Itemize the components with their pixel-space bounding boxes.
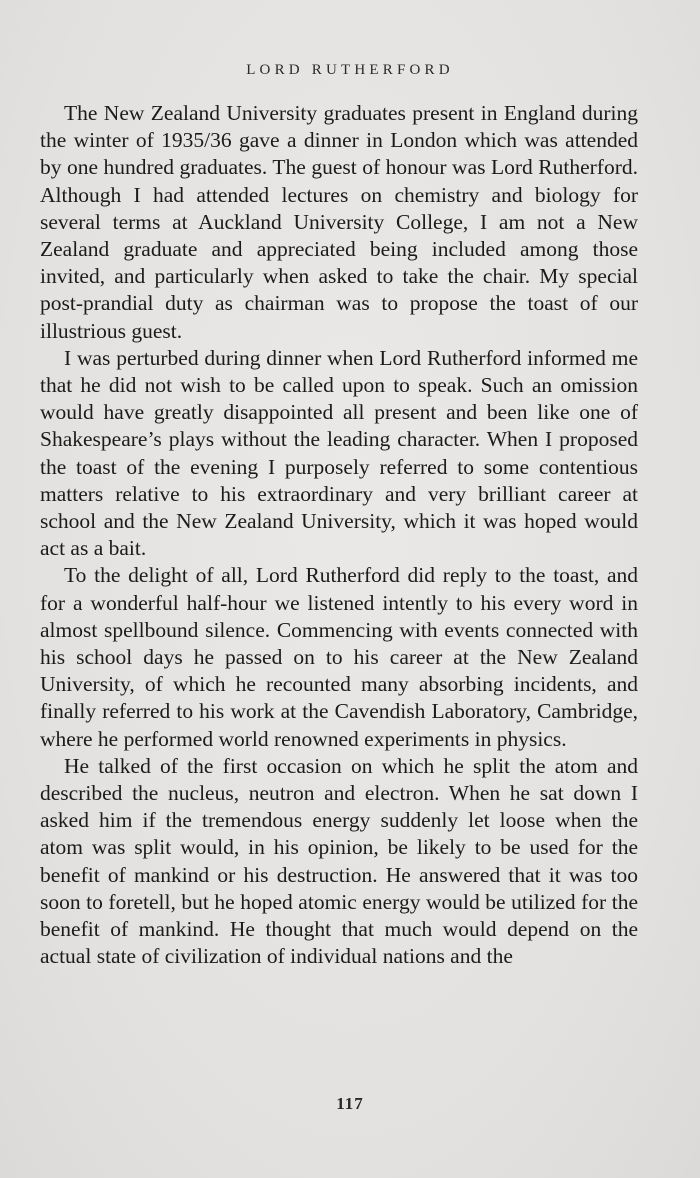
paragraph-2: I was perturbed during dinner when Lord Rutherford informed me that he did not wish to be called upon to speak. Such an omission would have greatly disappointed all present and been like one of Shakespeare’s plays without the leading character. When I proposed the toast of the evening I purposely referred to some contentious matters relative to his extraordinary and very brilliant career at school and the New Zealand University, which it was hoped would act as a bait. (40, 345, 638, 561)
paragraph-1: The New Zealand University graduates present in England during the winter of 1935/36 gave a dinner in London which was attended by one hundred graduates. The guest of honour was Lord Rutherford. Although I had attended lectures on chemistry and biology for several terms at Auckland University College, I am not a New Zealand graduate and appreciated being included among those invited, and particularly when asked to take the chair. My special post-prandial duty as chairman was to propose the toast of our illustrious guest. (40, 101, 638, 343)
paragraph-4: He talked of the first occasion on which he split the atom and described the nucleus, neutron and electron. When he sat down I asked him if the tremendous energy suddenly let loose when the atom was split would, in his opinion, be likely to be used for the benefit of mankind or his destruction. He answered that it was too soon to foretell, but he hoped atomic energy would be utilized for the benefit of mankind. He thought that much would depend on the actual state of civilization of individual nations and the (40, 753, 638, 969)
paragraph-3: To the delight of all, Lord Rutherford did reply to the toast, and for a wonderful half-hour we listened intently to his every word in almost spellbound silence. Commencing with events connected with his school days he passed on to his career at the New Zealand University, of which he recounted many absorbing incidents, and finally referred to his work at the Cavendish Laboratory, Cambridge, where he performed world renowned experiments in physics. (40, 563, 638, 751)
running-head: LORD RUTHERFORD (246, 62, 454, 78)
body-text (40, 100, 638, 971)
page-number: 117 (336, 1094, 364, 1113)
